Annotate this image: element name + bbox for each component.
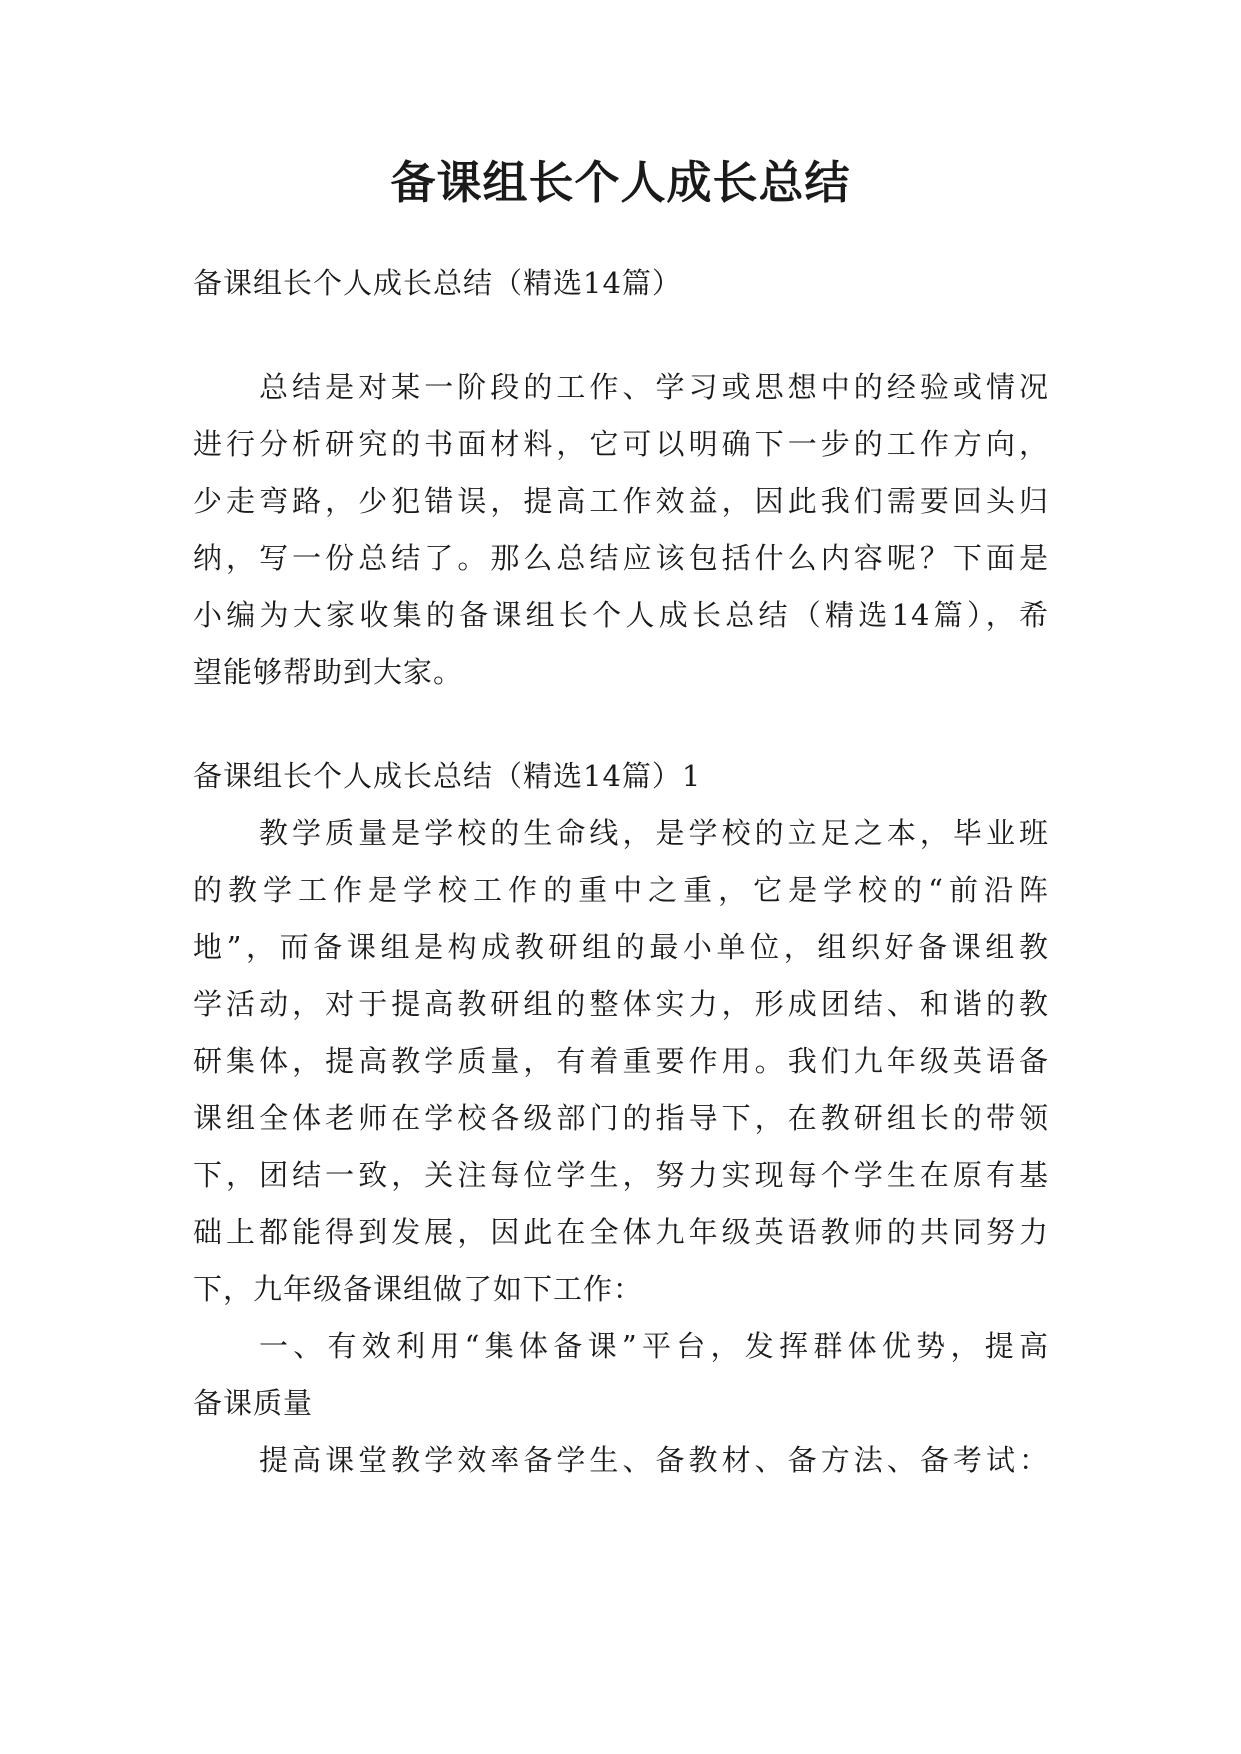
section-heading: 备课组长个人成长总结（精选14篇）1: [193, 759, 702, 793]
body-line: 础上都能得到发展，因此在全体九年级英语教师的共同努力: [193, 1215, 1049, 1249]
body-line: 的教学工作是学校工作的重中之重，它是学校的“前沿阵: [193, 873, 1049, 907]
body-line: 下，九年级备课组做了如下工作：: [193, 1272, 644, 1306]
body-line: 学活动，对于提高教研组的整体实力，形成团结、和谐的教: [193, 987, 1049, 1021]
intro-line: 少走弯路，少犯错误，提高工作效益，因此我们需要回头归: [193, 484, 1049, 518]
intro-line: 总结是对某一阶段的工作、学习或思想中的经验或情况: [259, 370, 1049, 404]
point-line: 一、有效利用“集体备课”平台，发挥群体优势，提高: [259, 1329, 1049, 1363]
intro-line: 望能够帮助到大家。: [193, 655, 464, 689]
body-line: 下，团结一致，关注每位学生，努力实现每个学生在原有基: [193, 1158, 1049, 1192]
body-line: 课组全体老师在学校各级部门的指导下，在教研组长的带领: [193, 1101, 1049, 1135]
body-line: 地”，而备课组是构成教研组的最小单位，组织好备课组教: [193, 930, 1049, 964]
document-subtitle: 备课组长个人成长总结（精选14篇）: [193, 266, 682, 300]
last-line: 提高课堂教学效率备学生、备教材、备方法、备考试：: [259, 1443, 1049, 1477]
document-title: 备课组长个人成长总结: [390, 156, 851, 209]
intro-line: 进行分析研究的书面材料，它可以明确下一步的工作方向，: [193, 427, 1049, 461]
point-line: 备课质量: [193, 1386, 314, 1420]
intro-line: 小编为大家收集的备课组长个人成长总结（精选14篇），希: [193, 598, 1049, 632]
body-line: 研集体，提高教学质量，有着重要作用。我们九年级英语备: [193, 1044, 1049, 1078]
intro-line: 纳，写一份总结了。那么总结应该包括什么内容呢？下面是: [193, 541, 1049, 575]
body-line: 教学质量是学校的生命线，是学校的立足之本，毕业班: [259, 816, 1049, 850]
